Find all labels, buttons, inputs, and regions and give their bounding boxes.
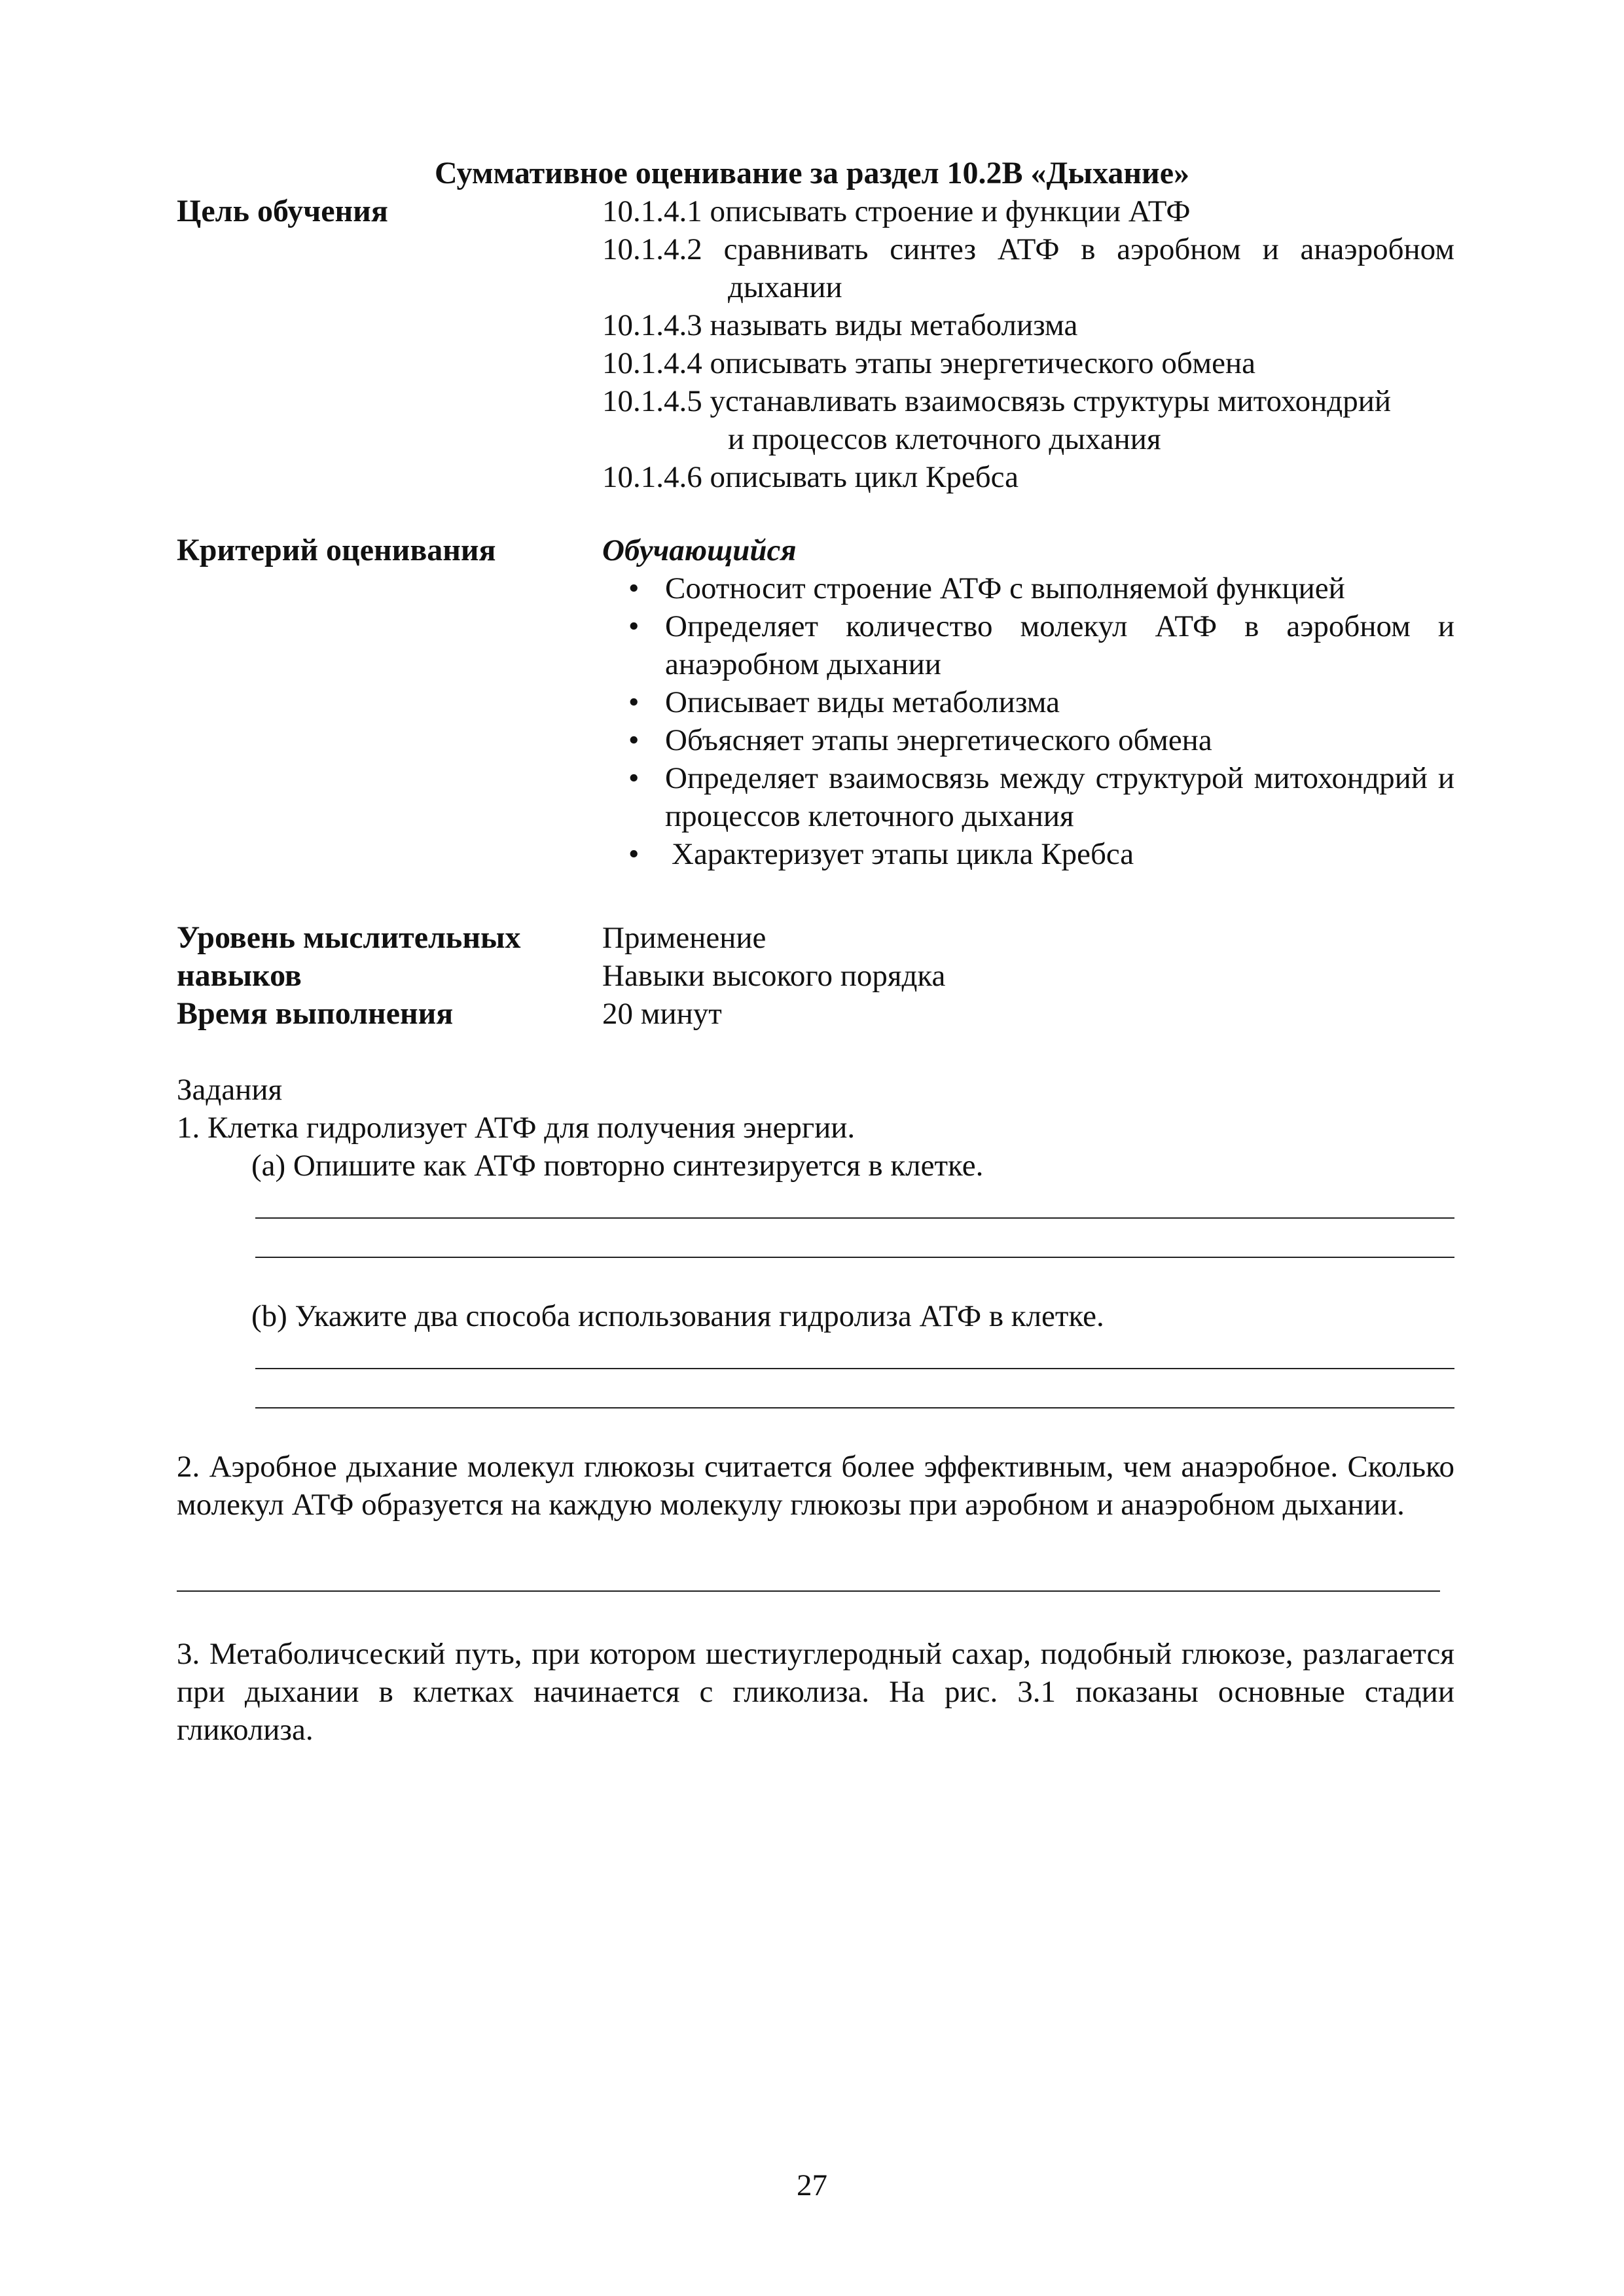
objective-text: называть виды метаболизма — [710, 308, 1078, 342]
answer-line[interactable] — [255, 1217, 1454, 1219]
objective-text: устанавливать взаимосвязь структуры митохондрий — [710, 384, 1391, 418]
criteria-heading: Обучающийся — [602, 533, 797, 567]
objective-text: описывать этапы энергетического обмена — [710, 346, 1255, 380]
answer-line[interactable] — [255, 1407, 1454, 1408]
objective-6 — [602, 458, 1454, 496]
criteria-block — [602, 531, 1454, 873]
bullet-icon: • — [628, 761, 640, 795]
page-number: 27 — [797, 2168, 827, 2202]
objective-text: сравнивать синтез АТФ в аэробном и анаэробном — [723, 232, 1455, 266]
objective-4 — [602, 344, 1454, 382]
answer-line[interactable] — [255, 1368, 1454, 1369]
criteria-item: • Определяет количество молекул АТФ в аэробном и анаэробном дыхании — [602, 607, 1454, 683]
bullet-icon: • — [628, 609, 640, 643]
question-1: 1. Клетка гидролизует АТФ для получения энергии. — [177, 1111, 856, 1145]
time-value: 20 минут — [602, 997, 722, 1031]
objective-code: 10.1.4.4 — [602, 346, 702, 380]
objective-5-continuation: и процессов клеточного дыхания — [728, 422, 1161, 456]
answer-line[interactable] — [255, 1257, 1454, 1258]
objective-1 — [602, 192, 1454, 230]
criteria-item: • Объясняет этапы энергетического обмена — [602, 721, 1454, 759]
objective-code: 10.1.4.3 — [602, 308, 702, 342]
criteria-label: Критерий оценивания — [177, 533, 496, 567]
objective-2 — [602, 230, 1454, 268]
question-3: 3. Метаболичсеский путь, при котором шестиуглеродный сахар, подобный глюкозе, разлагается при дыхании в клетках начинается с гликолиза. На рис. 3.1 показаны основные стадии гликолиза. — [177, 1637, 1454, 1747]
thinking-value-line2: Навыки высокого порядка — [602, 959, 946, 993]
criteria-item: • Описывает виды метаболизма — [602, 683, 1454, 721]
criteria-item: • Соотносит строение АТФ с выполняемой функцией — [602, 569, 1454, 607]
criteria-item: • Характеризует этапы цикла Кребса — [602, 835, 1454, 873]
objective-5 — [602, 382, 1454, 420]
tasks-heading: Задания — [177, 1073, 283, 1107]
thinking-label-line1: Уровень мыслительных — [177, 920, 521, 955]
objective-code: 10.1.4.1 — [602, 194, 702, 228]
criteria-item: • Определяет взаимосвязь между структурой митохондрий и процессов клеточного дыхания — [602, 759, 1454, 835]
objective-code: 10.1.4.6 — [602, 460, 702, 494]
question-1a: (a) Опишите как АТФ повторно синтезируется в клетке. — [251, 1149, 984, 1183]
bullet-icon: • — [628, 837, 640, 871]
objectives-list — [602, 192, 1454, 496]
thinking-value-line1: Применение — [602, 921, 767, 955]
goal-label: Цель обучения — [177, 194, 388, 228]
criteria-list — [602, 569, 1454, 873]
bullet-icon: • — [628, 685, 640, 719]
time-label: Время выполнения — [177, 996, 454, 1031]
objective-2-continuation: дыхании — [728, 270, 842, 304]
objective-3 — [602, 306, 1454, 344]
bullet-icon: • — [628, 723, 640, 757]
bullet-icon: • — [628, 571, 640, 605]
objective-text: описывать цикл Кребса — [710, 460, 1019, 494]
question-1b: (b) Укажите два способа использования гидролиза АТФ в клетке. — [251, 1299, 1104, 1333]
objective-code: 10.1.4.5 — [602, 384, 702, 418]
thinking-label-line2: навыков — [177, 958, 302, 993]
objective-text: описывать строение и функции АТФ — [710, 194, 1191, 228]
page-title: Суммативное оценивание за раздел 10.2В «Дыхание» — [434, 156, 1189, 190]
question-2: 2. Аэробное дыхание молекул глюкозы считается более эффективным, чем анаэробное. Сколько молекул АТФ образуется на каждую молекулу глюкозы при аэробном и анаэробном дыхании. — [177, 1450, 1454, 1522]
answer-line[interactable] — [177, 1590, 1440, 1592]
objective-code: 10.1.4.2 — [602, 232, 702, 266]
